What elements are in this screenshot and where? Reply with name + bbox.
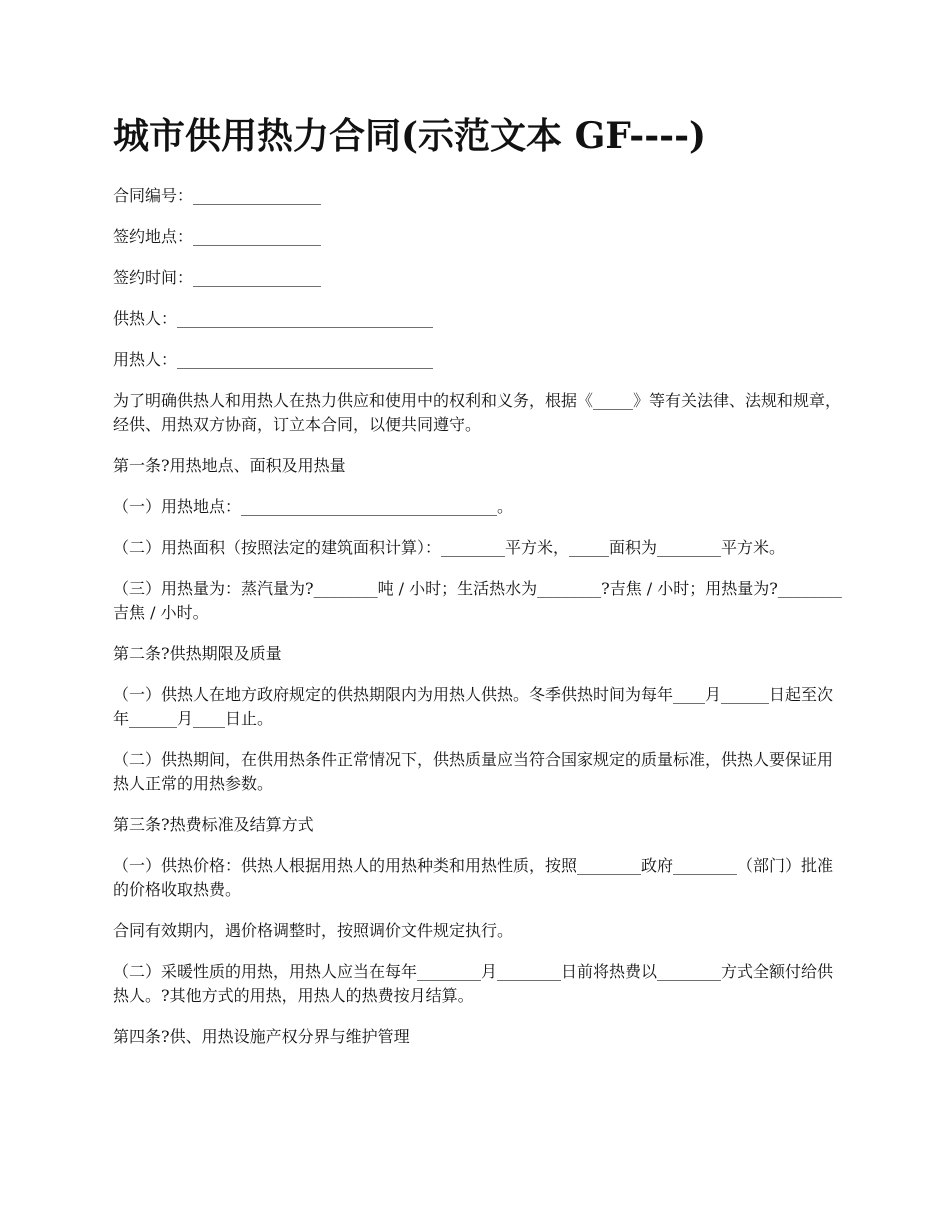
article-3-price-adjustment: 合同有效期内，遇价格调整时，按照调价文件规定执行。: [113, 921, 514, 940]
signing-time-field: 签约时间：________________: [113, 268, 322, 287]
article-2-heading: 第二条?供热期限及质量: [113, 644, 282, 663]
preamble-paragraph: 为了明确供热人和用热人在热力供应和使用中的权利和义务，根据《_____》等有关法律、法规和规章，经供、用热双方协商，订立本合同，以便共同遵守。: [113, 391, 842, 434]
article-2-item-2: （二）供热期间，在供用热条件正常情况下，供热质量应当符合国家规定的质量标准，供热人要保证用热人正常的用热参数。: [113, 750, 834, 793]
article-3-heading: 第三条?热费标准及结算方式: [113, 815, 314, 834]
article-3-item-2: （二）采暖性质的用热，用热人应当在每年________月________日前将热费以________方式全额付给供热人。?其他方式的用热，用热人的热费按月结算。: [113, 962, 834, 1005]
article-1-heading: 第一条?用热地点、面积及用热量: [113, 456, 346, 475]
article-4-heading: 第四条?供、用热设施产权分界与维护管理: [113, 1027, 410, 1046]
heat-user-field: 用热人：________________________________: [113, 350, 434, 369]
article-1-item-2: （二）用热面积（按照法定的建筑面积计算）：________平方米，_____面积为________平方米。: [113, 538, 786, 557]
document-title: 城市供用热力合同(示范文本 GF----): [113, 115, 707, 157]
signing-location-field: 签约地点：________________: [113, 227, 322, 246]
article-1-item-1: （一）用热地点：________________________________。: [113, 497, 514, 516]
document-page: [113, 110, 843, 1066]
article-3-item-1: （一）供热价格：供热人根据用热人的用热种类和用热性质，按照________政府________（部门）批准的价格收取热费。: [113, 856, 834, 899]
article-1-item-3: （三）用热量为：蒸汽量为?________吨 / 小时；生活热水为________?吉焦 / 小时；用热量为?________吉焦 / 小时。: [113, 579, 842, 622]
article-2-item-1: （一）供热人在地方政府规定的供热期限内为用热人供热。冬季供热时间为每年____月______日起至次年______月____日止。: [113, 685, 834, 728]
heat-supplier-field: 供热人：________________________________: [113, 309, 434, 328]
contract-number-field: 合同编号：________________: [113, 186, 322, 205]
